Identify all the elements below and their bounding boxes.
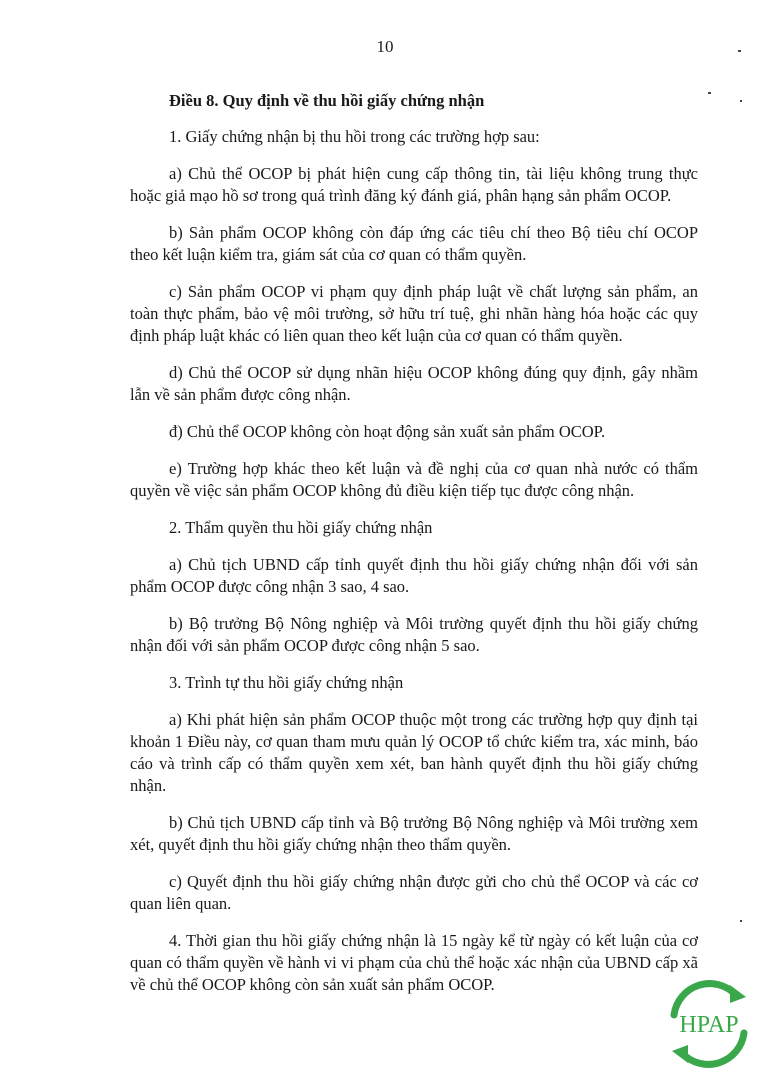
logo-text: HPAP — [679, 1012, 739, 1038]
paragraph: b) Chủ tịch UBND cấp tỉnh và Bộ trưởng Bộ Nông nghiệp và Môi trường xem xét, quyết định thu hồi giấy chứng nhận theo thẩm quyền. — [130, 813, 698, 854]
hpap-logo — [660, 975, 758, 1073]
paragraph: 2. Thẩm quyền thu hồi giấy chứng nhận — [169, 518, 433, 537]
paragraph: a) Chủ thể OCOP bị phát hiện cung cấp thông tin, tài liệu không trung thực hoặc giả mạo hồ sơ trong quá trình đăng ký đánh giá, phân hạng sản phẩm OCOP. — [130, 164, 698, 205]
paragraph: b) Bộ trưởng Bộ Nông nghiệp và Môi trường quyết định thu hồi giấy chứng nhận đối với sản phẩm OCOP được công nhận 5 sao. — [130, 614, 698, 655]
paragraph: a) Khi phát hiện sản phẩm OCOP thuộc một trong các trường hợp quy định tại khoản 1 Điều này, cơ quan tham mưu quản lý OCOP tổ chức kiểm tra, xác minh, báo cáo và trình cấp có thẩm quyền xem xét, ban hành quyết định thu hồi giấy chứng nhận. — [130, 710, 698, 795]
paragraph: đ) Chủ thể OCOP không còn hoạt động sản xuất sản phẩm OCOP. — [169, 422, 606, 441]
paragraph: c) Sản phẩm OCOP vi phạm quy định pháp luật về chất lượng sản phẩm, an toàn thực phẩm, bảo vệ môi trường, sở hữu trí tuệ, ghi nhãn hàng hóa hoặc các quy định pháp luật khác có liên quan theo kết luận của cơ quan có thẩm quyền. — [130, 282, 698, 345]
scan-speck — [708, 92, 711, 94]
paragraph: e) Trường hợp khác theo kết luận và đề nghị của cơ quan nhà nước có thẩm quyền về việc sản phẩm OCOP không đủ điều kiện tiếp tục được công nhận. — [130, 459, 698, 500]
scan-speck — [738, 50, 741, 52]
paragraph: c) Quyết định thu hồi giấy chứng nhận được gửi cho chủ thể OCOP và các cơ quan liên quan. — [130, 872, 698, 913]
paragraph: 3. Trình tự thu hồi giấy chứng nhận — [169, 673, 404, 692]
page-number: 10 — [376, 37, 394, 56]
paragraph: 1. Giấy chứng nhận bị thu hồi trong các trường hợp sau: — [169, 127, 540, 146]
paragraph: d) Chủ thể OCOP sử dụng nhãn hiệu OCOP không đúng quy định, gây nhầm lẫn về sản phẩm được công nhận. — [130, 363, 698, 404]
article-heading: Điều 8. Quy định về thu hồi giấy chứng nhận — [169, 91, 485, 110]
paragraph: 4. Thời gian thu hồi giấy chứng nhận là 15 ngày kể từ ngày có kết luận của cơ quan có thẩm quyền về hành vi vi phạm của chủ thể hoặc xác nhận của UBND cấp xã về chủ thể OCOP không còn sản xuất sản phẩm OCOP. — [130, 931, 698, 994]
paragraph: a) Chủ tịch UBND cấp tỉnh quyết định thu hồi giấy chứng nhận đối với sản phẩm OCOP được công nhận 3 sao, 4 sao. — [130, 555, 698, 596]
paragraph: b) Sản phẩm OCOP không còn đáp ứng các tiêu chí theo Bộ tiêu chí OCOP theo kết luận kiểm tra, giám sát của cơ quan có thẩm quyền. — [130, 223, 698, 264]
scan-speck — [740, 100, 742, 102]
scan-speck — [740, 920, 742, 922]
document-body — [130, 90, 698, 1011]
